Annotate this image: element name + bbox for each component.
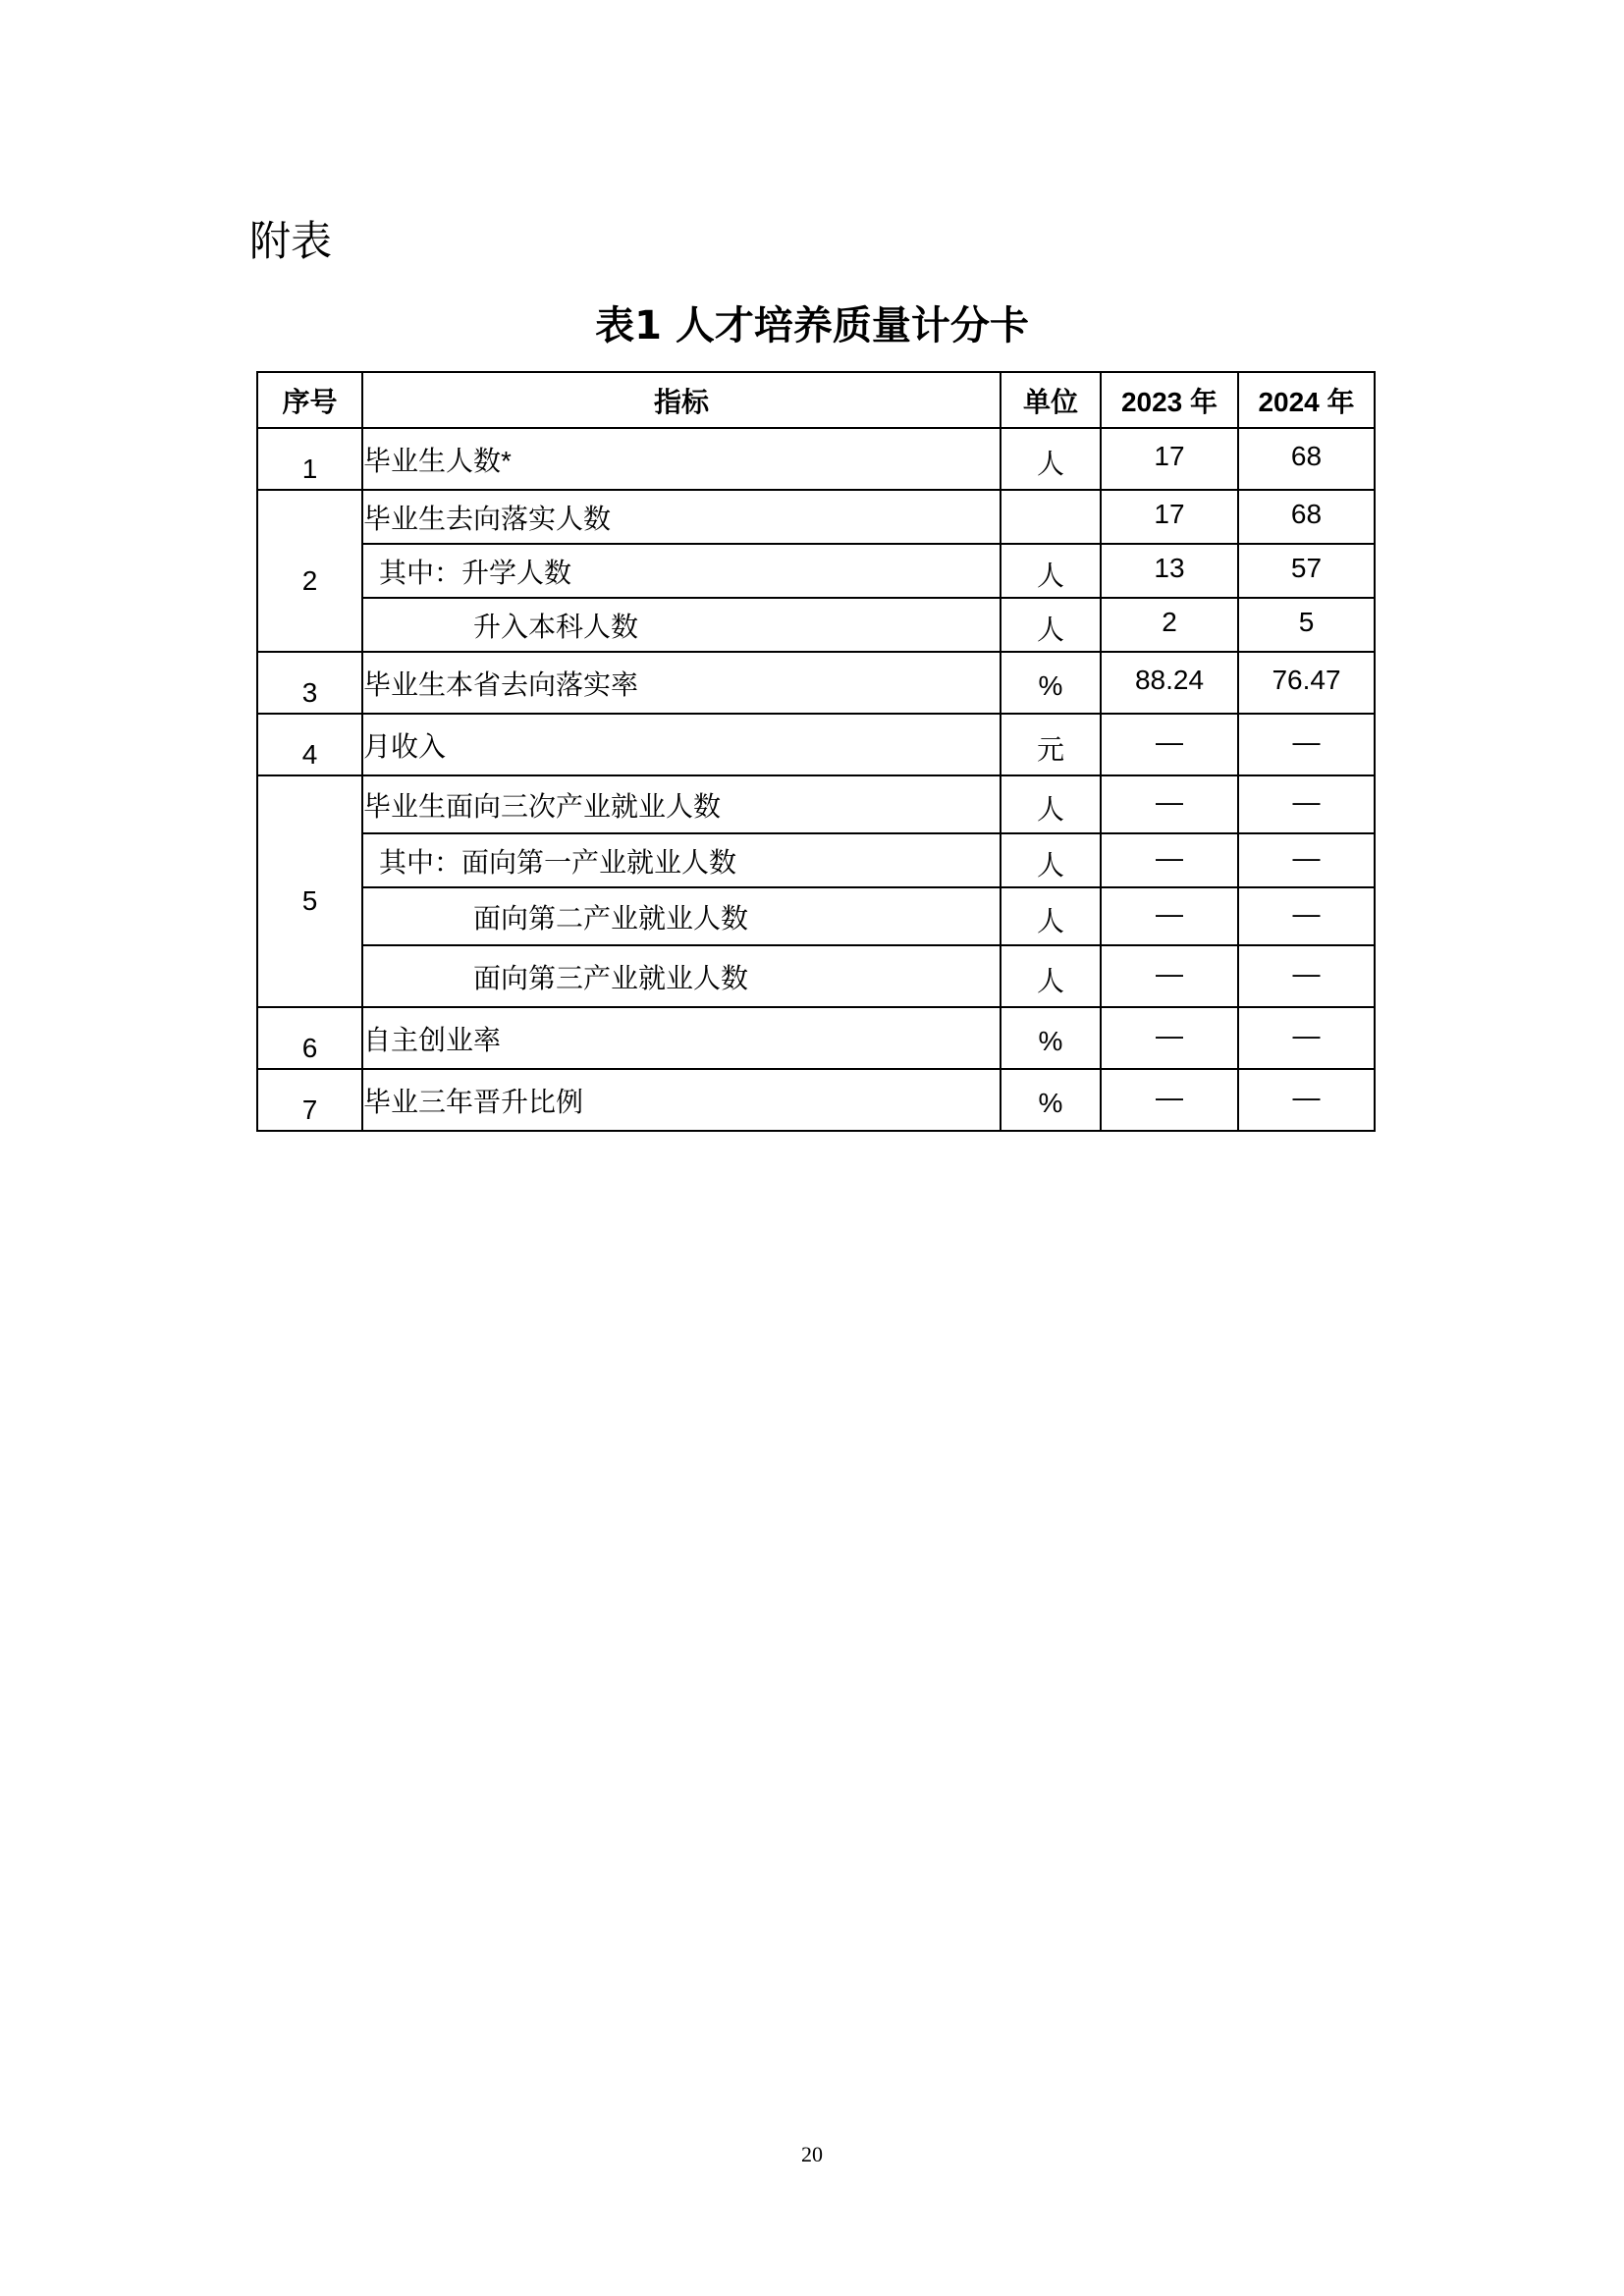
- value-2024-cell: —: [1238, 945, 1375, 1007]
- indicator-cell: 毕业三年晋升比例: [362, 1069, 1001, 1131]
- unit-cell: [1001, 490, 1101, 544]
- unit-cell: 元: [1001, 714, 1101, 775]
- indicator-cell: 升入本科人数: [362, 598, 1001, 652]
- col-header-2023: 2023 年: [1101, 372, 1238, 428]
- value-2024-cell: 57: [1238, 544, 1375, 598]
- table-row: [257, 714, 1375, 775]
- value-2023-cell: —: [1101, 1069, 1238, 1131]
- value-2024-cell: —: [1238, 714, 1375, 775]
- indicator-cell: 自主创业率: [362, 1007, 1001, 1069]
- table-row: [257, 775, 1375, 833]
- row-number: 6: [257, 1007, 362, 1069]
- value-2024-cell: —: [1238, 775, 1375, 833]
- row-number: 4: [257, 714, 362, 775]
- value-2024-cell: 5: [1238, 598, 1375, 652]
- row-number: 3: [257, 652, 362, 714]
- col-header-2024: 2024 年: [1238, 372, 1375, 428]
- value-2023-cell: —: [1101, 775, 1238, 833]
- value-2024-cell: —: [1238, 833, 1375, 887]
- table-row: [257, 428, 1375, 490]
- unit-cell: %: [1001, 1069, 1101, 1131]
- unit-cell: %: [1001, 1007, 1101, 1069]
- value-2023-cell: —: [1101, 887, 1238, 945]
- row-number: 1: [257, 428, 362, 490]
- col-header-no: 序号: [257, 372, 362, 428]
- indicator-cell: 面向第二产业就业人数: [362, 887, 1001, 945]
- table-row: [257, 598, 1375, 652]
- indicator-cell: 毕业生本省去向落实率: [362, 652, 1001, 714]
- table-row: [257, 945, 1375, 1007]
- value-2024-cell: 68: [1238, 490, 1375, 544]
- value-2023-cell: —: [1101, 714, 1238, 775]
- value-2023-cell: 2: [1101, 598, 1238, 652]
- talent-quality-scorecard-table: [256, 371, 1376, 1132]
- table-row: [257, 887, 1375, 945]
- table-row: [257, 490, 1375, 544]
- col-header-unit: 单位: [1001, 372, 1101, 428]
- table-row: [257, 833, 1375, 887]
- unit-cell: 人: [1001, 945, 1101, 1007]
- value-2023-cell: —: [1101, 945, 1238, 1007]
- value-2023-cell: 13: [1101, 544, 1238, 598]
- indicator-cell: 毕业生去向落实人数: [362, 490, 1001, 544]
- page-heading: 附表: [249, 217, 333, 265]
- value-2024-cell: —: [1238, 887, 1375, 945]
- page-number: 20: [801, 2142, 823, 2166]
- indicator-cell: 月收入: [362, 714, 1001, 775]
- indicator-cell: 毕业生面向三次产业就业人数: [362, 775, 1001, 833]
- value-2024-cell: —: [1238, 1007, 1375, 1069]
- table-row: [257, 544, 1375, 598]
- table-row: [257, 1007, 1375, 1069]
- value-2024-cell: —: [1238, 1069, 1375, 1131]
- table-header-row: [257, 372, 1375, 428]
- value-2023-cell: 17: [1101, 490, 1238, 544]
- row-number: 7: [257, 1069, 362, 1131]
- indicator-cell: 其中：面向第一产业就业人数: [362, 833, 1001, 887]
- indicator-cell: 其中：升学人数: [362, 544, 1001, 598]
- unit-cell: 人: [1001, 598, 1101, 652]
- value-2023-cell: 17: [1101, 428, 1238, 490]
- col-header-indicator: 指标: [362, 372, 1001, 428]
- value-2023-cell: —: [1101, 833, 1238, 887]
- table-row: [257, 1069, 1375, 1131]
- unit-cell: 人: [1001, 775, 1101, 833]
- value-2023-cell: 88.24: [1101, 652, 1238, 714]
- unit-cell: 人: [1001, 544, 1101, 598]
- value-2023-cell: —: [1101, 1007, 1238, 1069]
- table-title: 表1 人才培养质量计分卡: [595, 303, 1029, 348]
- table-row: [257, 652, 1375, 714]
- indicator-cell: 面向第三产业就业人数: [362, 945, 1001, 1007]
- value-2024-cell: 76.47: [1238, 652, 1375, 714]
- unit-cell: 人: [1001, 833, 1101, 887]
- indicator-cell: 毕业生人数*: [362, 428, 1001, 490]
- unit-cell: %: [1001, 652, 1101, 714]
- unit-cell: 人: [1001, 428, 1101, 490]
- unit-cell: 人: [1001, 887, 1101, 945]
- value-2024-cell: 68: [1238, 428, 1375, 490]
- row-number: 2: [257, 490, 362, 652]
- row-number: 5: [257, 775, 362, 1007]
